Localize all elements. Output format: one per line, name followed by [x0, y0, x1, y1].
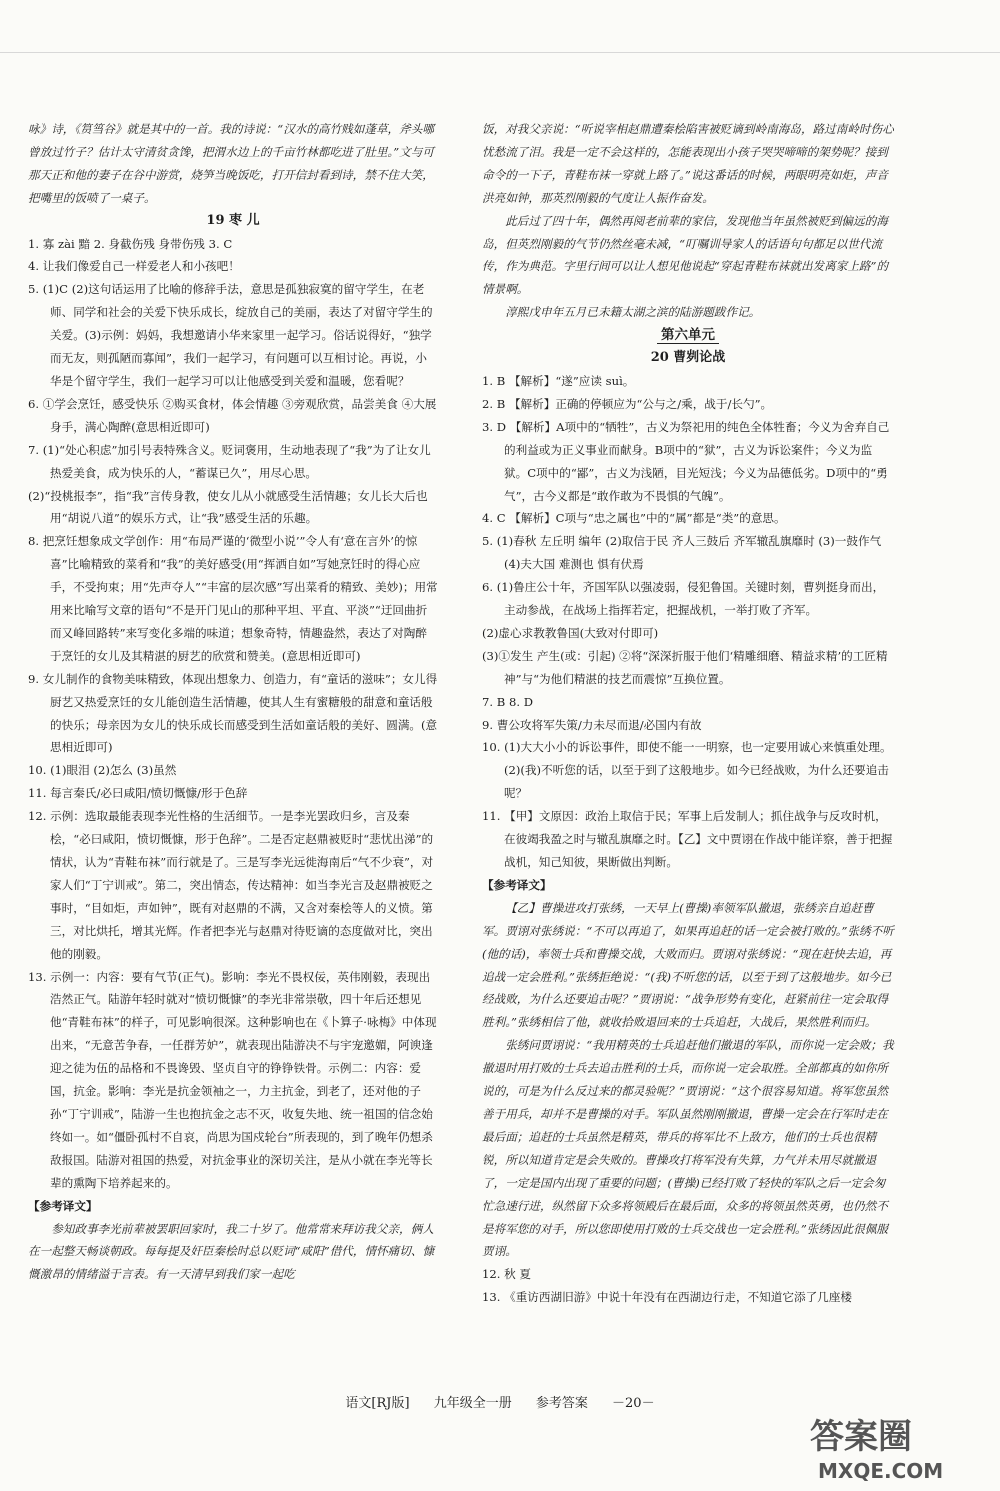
right-column — [482, 118, 894, 1309]
right-paragraph: 淳熙戊申年五月已未籍太湖之滨的陆游题跋作记。 — [505, 305, 761, 320]
right-paragraph: (2)虚心求教教鲁国(大致对付即可) — [482, 625, 659, 640]
left-column — [28, 118, 438, 1286]
right-paragraph: 此后过了四十年，偶然再阅老前辈的家信，发现他当年虽然被贬到偏远的海岛，但英烈刚毅的气节仍然丝毫未减，“叮嘱训导家人的话语句句都足以世代流传，作为典范。字里行间可以让人想见他说起“穿起青鞋布袜就出发离家上路”的情景啊。 — [482, 213, 889, 297]
right-paragraph: 1. B 【解析】“遂”应读 suì。 — [482, 373, 635, 388]
watermark-site: MXQE.COM — [818, 1459, 944, 1483]
right-paragraph: 饭，对我父亲说：“听说宰相赵鼎遭秦桧陷害被贬谪到岭南海岛，路过南岭时伤心忧愁流了泪。我是一定不会这样的，怎能表现出小孩子哭哭啼啼的架势呢？接到命令的一下子，青鞋布袜一穿就上路了。”说这番话的时候，两眼明亮如炬，声音洪亮如钟，那英烈刚毅的气度让人振作奋发。 — [482, 122, 894, 205]
left-paragraph: 8. 把烹饪想象成文学创作：用“布局严谨的‘微型小说’”令人有‘意在言外’的惊喜”比喻精致的菜肴和“我”的美好感受(用“挥洒自如”写她烹饪时的得心应手，不受拘束；用“先声夺人”“丰富的层次感”写出菜肴的精致、美妙)；用常用来比喻写文章的语句“不是开门见山的那种平坦、平直、平淡”“迂回曲折而又峰回路转”来写变化多端的味道；想象奇特，情趣盎然，表达了对陶醉于烹饪的女儿及其精湛的厨艺的欣赏和赞美。(意思相近即可) — [28, 534, 438, 663]
left-paragraph: 19 枣 儿 — [206, 212, 260, 228]
right-paragraph: 20 曹刿论战 — [650, 350, 726, 366]
footer-subject: 语文[RJ版] — [345, 1396, 410, 1411]
right-paragraph: 4. C 【解析】C项与“忠之属也”中的“属”都是“类”的意思。 — [482, 511, 786, 526]
footer-answers: 参考答案 — [535, 1396, 588, 1411]
right-paragraph: 2. B 【解析】正确的停顿应为“公与之/乘，战于/长勺”。 — [482, 396, 773, 411]
left-paragraph: 6. ①学会烹饪，感受快乐 ②购买食材，体会情趣 ③旁观欣赏，品尝美食 ④大展身手，满心陶醉(意思相近即可) — [28, 396, 437, 434]
watermark-title: 答案圈 — [810, 1417, 912, 1457]
footer-page-number: －20－ — [612, 1396, 655, 1411]
right-paragraph: 9. 曹公攻将军失策/力未尽而退/必国内有故 — [482, 717, 702, 732]
left-paragraph: 9. 女儿制作的食物美味精致，体现出想象力、创造力，有“童话的滋味”；女儿得厨艺又热爱烹饪的女儿能创造生活情趣，使其人生有蜜糖般的甜意和童话般的快乐；母亲因为女儿的快乐成长而感受到生活如童话般的美好、圆满。(意思相近即可) — [28, 671, 438, 755]
left-paragraph: 7. (1)“处心积虑”加引号表特殊含义。贬词褒用，生动地表现了“我”为了让女儿热爱美食，成为快乐的人，“蓄谋已久”，用尽心思。 — [28, 442, 431, 480]
unit-title: 第六单元 — [657, 327, 719, 344]
right-paragraph: 12. 秋 夏 — [482, 1267, 531, 1282]
right-paragraph — [482, 324, 894, 347]
right-paragraph: (3)①发生 产生(或：引起) ②将“深深折服于他们‘精雕细磨、精益求精’的工匠精神”与“为他们精湛的技艺而震惊”互换位置。 — [482, 648, 888, 686]
right-paragraph: 6. (1)鲁庄公十年，齐国军队以强凌弱，侵犯鲁国。关键时刻，曹刿挺身而出，主动参战，在战场上指挥若定，把握战机，一举打败了齐军。 — [482, 580, 885, 618]
left-paragraph: (2)“投桃报李”，指“我”言传身教，使女儿从小就感受生活情趣；女儿长大后也用“胡说八道”的娱乐方式，让“我”感受生活的乐趣。 — [28, 488, 428, 526]
watermark-logo — [802, 1404, 984, 1484]
right-paragraph: 3. D 【解析】A项中的“牺牲”，古义为祭祀用的纯色全体牲畜；今义为舍弃自己的利益或为正义事业而献身。B项中的“狱”，古义为诉讼案件；今义为监狱。C项中的“鄙”，古义为浅陋，目光短浅；今义为品德低劣。D项中的“勇气”，古今义都是“敢作敢为不畏惧的气魄”。 — [482, 419, 890, 503]
right-paragraph: 13. 《重访西湖旧游》中说十年没有在西湖边行走，不知道它添了几座楼 — [482, 1290, 852, 1305]
left-paragraph: 【参考译文】 — [28, 1198, 98, 1213]
left-paragraph: 1. 寡 zài 黯 2. 身截伤残 身带伤残 3. C — [28, 236, 233, 251]
right-paragraph: 10. (1)大大小小的诉讼事件，即使不能一一明察，也一定要用诚心来慎重处理。(2)(我)不听您的话，以至于到了这般地步。如今已经战败，为什么还要追击呢？ — [482, 740, 892, 801]
left-paragraph: 5. (1)C (2)这句话运用了比喻的修辞手法，意思是孤独寂寞的留守学生，在老师、同学和社会的关爱下快乐成长，绽放自己的美丽，表达了对留守学生的关爱。(3)示例：妈妈，我想邀请小华来家里一起学习。俗话说得好，“独学而无友，则孤陋而寡闻”，我们一起学习，有问题可以互相讨论。再说，小华是个留守学生，我们一起学习可以让他感受到关爱和温暖，您看呢？ — [28, 282, 433, 388]
right-paragraph: 张绣问贾诩说：“我用精英的士兵追赶他们撤退的军队，而你说一定会败；我撤退时用打败的士兵去追击胜利的士兵，而你说一定会取胜。全部都真的如你所说的，可是为什么反过来的都灵验呢？”贾诩说：“这个很容易知道。将军您虽然善于用兵，却并不是曹操的对手。军队虽然刚刚撤退，曹操一定会在行军时走在最后面；追赶的士兵虽然是精英，带兵的将军比不上敌方，他们的士兵也很精锐，所以知道肯定是会失败的。曹操攻打将军没有失算，力气并未用尽就撤退了，一定是国内出现了重要的问题；(曹操)已经打败了轻快的军队之后一定会匆忙急速行进，纵然留下众多将领殿后在最后面，众多的将领虽然英勇，也仍然不是将军您的对手，所以您即使用打败的士兵交战也一定会胜利。”张绣因此很佩服贾诩。 — [482, 1038, 894, 1259]
right-paragraph: 5. (1)春秋 左丘明 编年 (2)取信于民 齐人三鼓后 齐军辙乱旗靡时 (3)一鼓作气 (4)夫大国 难测也 惧有伏焉 — [482, 534, 882, 572]
left-paragraph: 咏》诗，《筼筜谷》就是其中的一首。我的诗说：“汉水的高竹贱如蓬草，斧头哪曾放过竹子？估计太守清贫贪馋，把渭水边上的千亩竹林都吃进了肚里。”文与可那天正和他的妻子在谷中游赏，烧笋当晚饭吃，打开信封看到诗，禁不住大笑，把嘴里的饭喷了一桌子。 — [28, 122, 434, 205]
left-paragraph: 12. 示例：选取最能表现李光性格的生活细节。一是李光罢政归乡，言及秦桧，“必曰咸阳，愤切慨慷，形于色辞”。二是否定赵鼎被贬时“悲忧出涕”的情状，认为“青鞋布袜”而行就是了。三是写李光远徙海南后“气不少衰”，对家人们“丁宁训戒”。第二，突出情态，传达精神：如当李光言及赵鼎被贬之事时，“目如炬，声如钟”，既有对赵鼎的不满，又含对秦桧等人的义愤。第三，对比烘托，增其光辉。作者把李光与赵鼎对待贬谪的态度做对比，突出他的刚毅。 — [28, 809, 434, 961]
left-paragraph: 13. 示例一：内容：要有气节(正气)。影响：李光不畏权佞，英伟刚毅，表现出浩然正气。陆游年轻时就对“愤切慨慷”的李光非常崇敬，四十年后还想见他“青鞋布袜”的样子，可见影响很深。这种影响也在《卜算子·咏梅》中体现出来，“无意苦争春，一任群芳妒”，就表现出陆游决不与宇宠邀媚，阿谀逢迎之徒为伍的品格和不畏谗毁、坚贞自守的铮铮铁骨。示例二：内容：爱国，抗金。影响：李光是抗金领袖之一，力主抗金，到老了，还对他的子孙“丁宁训戒”，陆游一生也抱抗金之志不灭，收复失地、统一祖国的信念始终如一。如“僵卧孤村不自哀，尚思为国戍轮台”所表现的，到了晚年仍想杀敌报国。陆游对祖国的热爱，对抗金事业的深切关注，是从小就在李光等长辈的熏陶下培养起来的。 — [28, 969, 437, 1190]
left-paragraph: 参知政事李光前辈被罢职回家时，我二十岁了。他常常来拜访我父亲，俩人在一起整天畅谈朝政。每每提及奸臣秦桧时总以贬词“咸阳”借代，情怀痛切、慷慨激昂的情绪溢于言表。有一天清早到我们家一起吃 — [28, 1221, 435, 1282]
top-rule — [0, 52, 1000, 53]
left-paragraph: 11. 每言秦氏/必曰咸阳/愤切慨慷/形于色辞 — [28, 786, 248, 801]
left-paragraph: 10. (1)眼泪 (2)怎么 (3)虽然 — [28, 763, 177, 778]
right-paragraph: 【乙】曹操进攻打张绣，一天早上(曹操)率领军队撤退，张绣亲自追赶曹军。贾诩对张绣说：“不可以再追了，如果再追赶的话一定会被打败的。”张绣不听(他的话)，率领士兵和曹操交战，大败而归。贾诩对张绣说：“现在赶快去追，再追战一定会胜利。”张绣拒绝说：“(我)不听您的话，以至于到了这般地步。如今已经战败，为什么还要追击呢？”贾诩说：“战争形势有变化，赶紧前往一定会取得胜利。”张绣相信了他，就收拾败退回来的士兵追赶，大战后，果然胜利而归。 — [482, 900, 894, 1030]
right-paragraph: 7. B 8. D — [482, 694, 533, 709]
right-paragraph: 【参考译文】 — [482, 877, 552, 892]
left-paragraph: 4. 让我们像爱自己一样爱老人和小孩吧！ — [28, 259, 240, 274]
right-paragraph: 11. 【甲】文原因：政治上取信于民；军事上后发制人；抓住战争与反攻时机，在彼竭我盈之时与辙乱旗靡之时。【乙】文中贾诩在作战中能详察，善于把握战机，知己知彼，果断做出判断。 — [482, 809, 893, 869]
footer-grade: 九年级全一册 — [433, 1396, 512, 1411]
